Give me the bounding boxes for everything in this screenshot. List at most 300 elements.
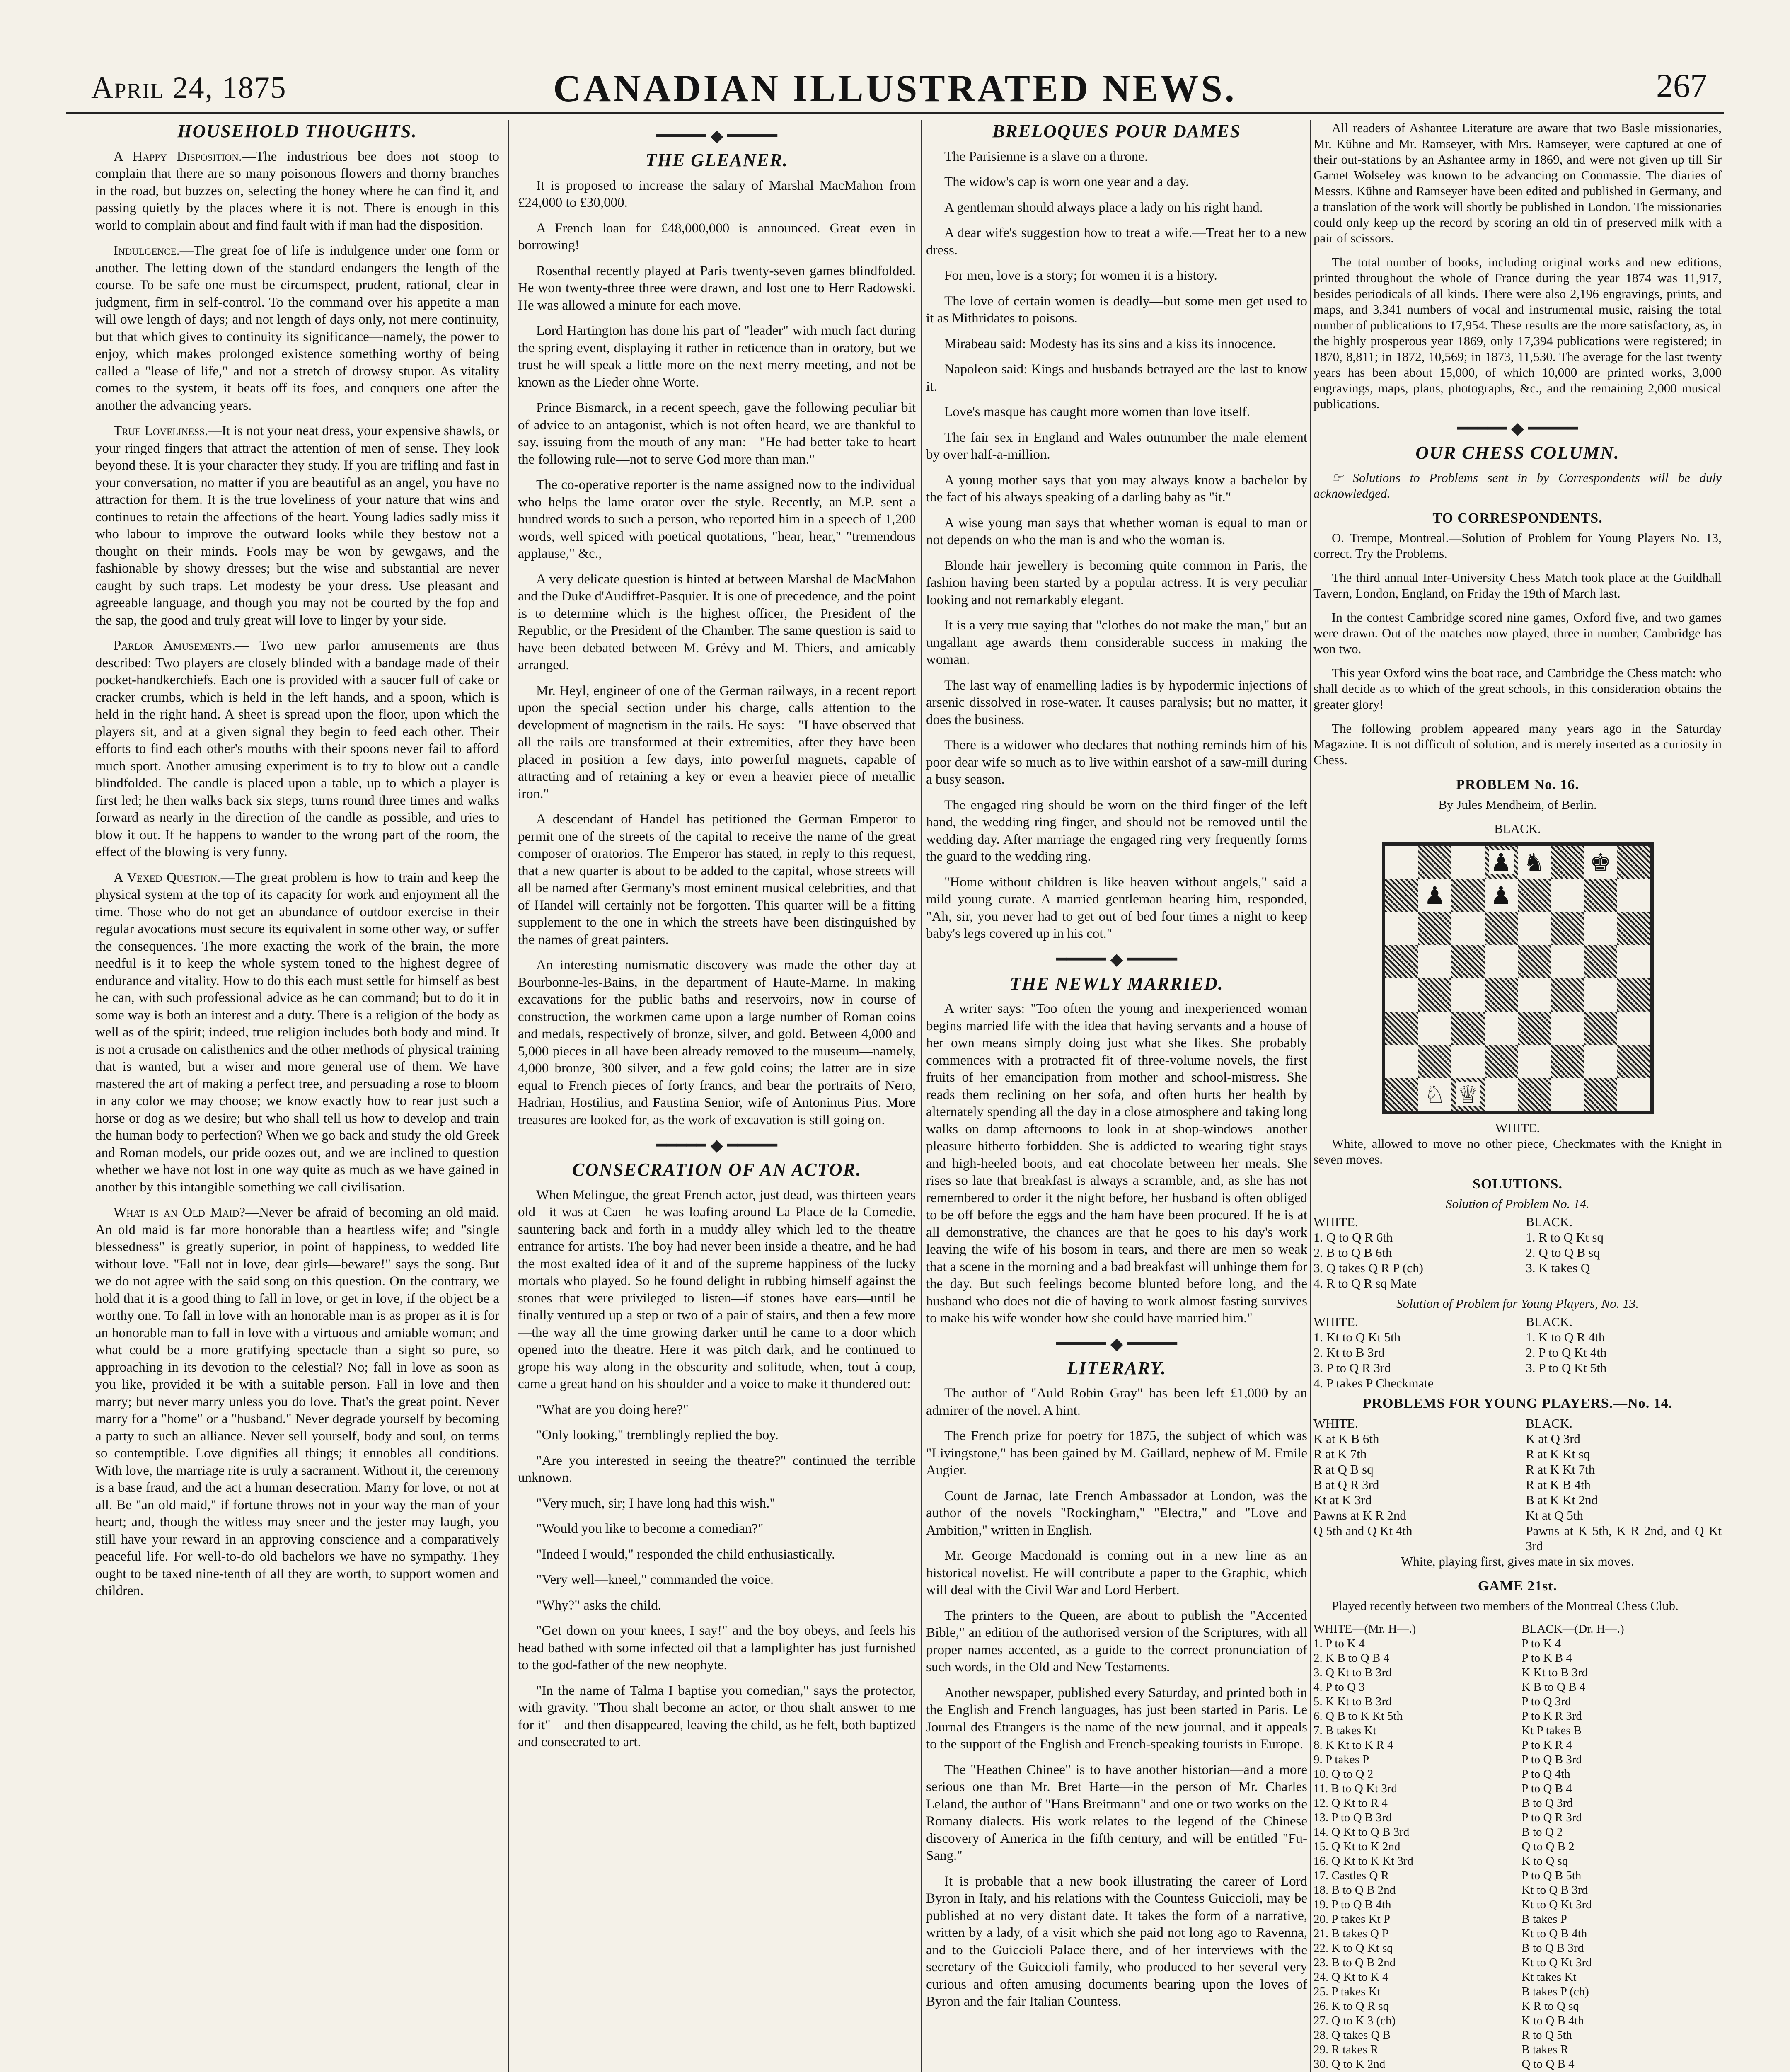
white-move: 5. K Kt to B 3rd	[1313, 1695, 1392, 1708]
black-move: P to K R 3rd	[1522, 1709, 1582, 1723]
board-square	[1617, 846, 1650, 879]
breloque-item: The widow's cap is worn one year and a day.	[944, 174, 1189, 189]
actor-paragraph: "Get down on your knees, I say!" and the boy obeys, and feels his head bathed with some infected oil that a lamplighter has just furnished to the god-father of the new neophyte.	[518, 1623, 916, 1673]
board-square	[1518, 1045, 1551, 1078]
black-move: 1. K to Q R 4th	[1526, 1330, 1605, 1344]
paragraph-lead: Indulgence.	[114, 243, 180, 258]
solution-14-heading: Solution of Problem No. 14.	[1446, 1196, 1589, 1211]
white-move: 23. B to Q B 2nd	[1313, 1956, 1396, 1969]
black-move: Kt to Q B 4th	[1522, 1927, 1587, 1940]
black-move: B takes R	[1522, 2043, 1569, 2056]
board-square	[1584, 1045, 1617, 1078]
gleaner-item: It is proposed to increase the salary of Marshal MacMahon from £24,000 to £30,000.	[518, 178, 916, 210]
column-3	[926, 120, 1307, 2072]
young-players-table	[1313, 1416, 1722, 1554]
chess-board	[1382, 842, 1654, 1114]
problem-title: PROBLEM No. 16.	[1456, 777, 1579, 792]
section-divider: ━━━━━ ◆ ━━━━━	[1056, 949, 1177, 968]
white-move: 22. K to Q Kt sq	[1313, 1941, 1393, 1955]
white-move: 28. Q takes Q B	[1313, 2028, 1391, 2042]
chess-piece-icon: ♟	[1489, 884, 1514, 908]
white-move: 21. B takes Q P	[1313, 1927, 1389, 1940]
literary-item: Count de Jarnac, late French Ambassador at London, was the author of the novels "Rockingham," "Electra," and "Love and Ambition," written in English.	[926, 1488, 1307, 1538]
board-square	[1617, 978, 1650, 1012]
breloque-item: The fair sex in England and Wales outnumber the male element by over half-a-million.	[926, 430, 1307, 462]
breloque-item: Blonde hair jewellery is becoming quite common in Paris, the fashion having been started by a popular actress. It is very peculiar looking and not remarkably elegant.	[926, 558, 1307, 608]
problem-author: By Jules Mendheim, of Berlin.	[1438, 797, 1597, 812]
column-rule	[921, 120, 922, 2072]
board-square	[1451, 1012, 1485, 1045]
solutions-heading: SOLUTIONS.	[1473, 1176, 1563, 1192]
chess-piece-icon: ♘	[1422, 1082, 1447, 1106]
breloques-body	[926, 148, 1307, 943]
white-move: WHITE.	[1313, 1215, 1358, 1229]
black-move: B takes P	[1522, 1912, 1567, 1926]
black-move: K Kt to B 3rd	[1522, 1666, 1588, 1679]
breloque-item: It is a very true saying that "clothes do not make the man," but an ungallant age awards them considerable success in making the woman.	[926, 618, 1307, 667]
newspaper-title: CANADIAN ILLUSTRATED NEWS.	[553, 67, 1237, 109]
black-move: K to Q B 4th	[1522, 2014, 1584, 2027]
paragraph-lead: A Happy Disposition.	[114, 149, 242, 164]
board-square	[1518, 879, 1551, 912]
board-square	[1584, 879, 1617, 912]
section-divider: ━━━━━ ◆ ━━━━━	[1457, 419, 1578, 438]
board-square	[1551, 846, 1584, 879]
black-move: R at K B 4th	[1526, 1477, 1591, 1492]
paragraph-lead: What is an Old Maid?	[114, 1205, 246, 1220]
household-paragraph	[95, 423, 499, 629]
paragraph-text: —It is not your neat dress, your expensive shawls, or your ringed fingers that attract the attention of men of sense. They look beyond these. It is your character they study. If you are trifling and fast in your conversation, no matter if you are beautiful as an angel, you have no attraction for them. It is the true loveliness of your nature that wins and continues to retain the affections of the heart. Young ladies sadly miss it who labour to improve the outward looks while they bestow not a thought on their minds. Fools may be won by gewgaws, and the fashionable by showy dresses; but the wise and substantial are never caught by such traps. Let modesty be your dress. Use pleasant and agreeable language, and though you may not be courted by the fop and the sap, the good and truly great will love to linger by your side.	[95, 424, 499, 628]
white-move: Pawns at K R 2nd	[1313, 1508, 1406, 1523]
white-move: 20. P takes Kt P	[1313, 1912, 1391, 1926]
board-square	[1385, 1045, 1418, 1078]
chess-piece-icon: ♟	[1422, 884, 1447, 908]
white-move: 18. B to Q B 2nd	[1313, 1883, 1396, 1897]
white-move: R at Q B sq	[1313, 1462, 1374, 1477]
chess-piece-icon: ♚	[1588, 850, 1613, 874]
board-square	[1418, 1012, 1451, 1045]
paragraph-text: —The great foe of life is indulgence under one form or another. The letting down of the standard endangers the length of the course. To be safe one must be circumspect, prudent, rational, clear in judgment, firm in self-control. To the command over his appetite a man will owe length of days; and not length of days only, not mere continuity, but that which gives to continuity its significance—namely, the power to enjoy, which makes prolonged existence something worthy of being called a "lease of life," and not a stretch of drowsy stupor. As vitality comes to the system, it beats off its foes, and conquers one after the another the advancing years.	[95, 243, 499, 413]
chess-match-paragraph: This year Oxford wins the boat race, and Cambridge the Chess match: who shall decide as to which of the great schools, in this consideration obtains the greater glory!	[1313, 666, 1722, 712]
white-move: 11. B to Q Kt 3rd	[1313, 1782, 1397, 1795]
actor-paragraph: "What are you doing here?"	[536, 1402, 689, 1417]
board-square	[1451, 912, 1485, 945]
white-move: 4. P to Q 3	[1313, 1680, 1365, 1694]
issue-date: April 24, 1875	[91, 71, 287, 105]
breloque-item: "Home without children is like heaven without angels," said a mild young curate. A married gentleman hearing him, responded, "Ah, sir, you never had to get out of bed four times a night to keep baby's legs covered up in his cot."	[926, 874, 1307, 941]
white-move: 30. Q to K 2nd	[1313, 2057, 1386, 2071]
column-rule	[508, 120, 509, 2072]
literary-item: Another newspaper, published every Saturday, and printed both in the English and French languages, has just been started in Paris. Le Journal des Etrangers is the name of the new journal, and it appeals to the support of the English and French-speaking tourists in Europe.	[926, 1685, 1307, 1752]
board-square	[1551, 978, 1584, 1012]
white-move: 3. P to Q R 3rd	[1313, 1360, 1391, 1375]
black-move: B to Q B 3rd	[1522, 1941, 1584, 1955]
board-square	[1451, 879, 1485, 912]
board-square	[1485, 912, 1518, 945]
gleaner-item: The co-operative reporter is the name assigned now to the individual who helps the lame orator over the style. Recently, an M.P. sent a hundred words to such a person, who reported him in a speech of 1,200 words, well spiced with poetical quotations, "hear, hear," "tremendous applause," &c.,	[518, 477, 916, 561]
board-square	[1551, 1045, 1584, 1078]
black-move: B takes P (ch)	[1522, 1985, 1589, 1998]
solution-row	[1313, 1214, 1722, 1230]
board-square	[1385, 879, 1418, 912]
black-move: Kt to Q B 3rd	[1522, 1883, 1588, 1897]
black-move: 1. R to Q Kt sq	[1526, 1230, 1604, 1244]
white-move: Q 5th and Q Kt 4th	[1313, 1523, 1413, 1538]
black-move: B to Q 3rd	[1522, 1796, 1573, 1810]
board-square	[1617, 1078, 1650, 1111]
white-move: 3. Q Kt to B 3rd	[1313, 1666, 1392, 1679]
paragraph-text: — Two new parlor amusements are thus described: Two players are closely blinded with a bandage made of their pocket-handkerchiefs. Each one is provided with a saucer full of cake or cracker crumbs, which is held in the left hands, and a spoon, which is held in the right hand. A sheet is spread upon the floor, upon which the players sit, and at a given signal they begin to feed each other. Their efforts to find each other's mouths with their spoons never fail to afford much sport. Another amusing experiment is to try to blow out a candle blindfolded. The candle is placed upon a table, up to which a player is first led; he then walks back six steps, turns round three times and walks forward as nearly in the direction of the candle as possible, and tries to blow it out. If he happens to wander to the wrong part of the room, the effect of the blowing is very funny.	[95, 638, 499, 859]
position-row	[1313, 1523, 1722, 1554]
black-move: P to Q B 3rd	[1522, 1753, 1582, 1766]
black-move: 3. K takes Q	[1526, 1261, 1590, 1275]
breloque-item: Napoleon said: Kings and husbands betrayed are the last to know it.	[926, 362, 1307, 394]
gleaner-body	[518, 177, 916, 1129]
literary-item: Mr. George Macdonald is coming out in a new line as an historical novelist. He will contribute a paper to the Graphic, which will deal with the Civil War and Lord Herbert.	[926, 1548, 1307, 1598]
solution-13-heading: Solution of Problem for Young Players, No. 13.	[1396, 1296, 1639, 1311]
gleaner-item: Rosenthal recently played at Paris twenty-seven games blindfolded. He won twenty-three three were drawn, and lost one to Herr Radowski. He was allowed a minute for each move.	[518, 263, 916, 313]
solution-row	[1313, 1230, 1722, 1245]
black-move: K B to Q B 4	[1522, 1680, 1586, 1694]
position-row	[1313, 1416, 1722, 1431]
black-move: R to Q 5th	[1522, 2028, 1572, 2042]
board-square	[1617, 1012, 1650, 1045]
white-move: 1. Kt to Q Kt 5th	[1313, 1330, 1401, 1344]
household-paragraph	[95, 148, 499, 235]
literary-item: The French prize for poetry for 1875, the subject of which was "Livingstone," has been gained by M. Gaillard, nephew of M. Emile Augier.	[926, 1428, 1307, 1478]
gleaner-item: An interesting numismatic discovery was made the other day at Bourbonne-les-Bains, in the department of Haute-Marne. In making excavations for the public baths and reservoirs, now in course of construction, the workmen came upon a large number of Roman coins and medals, respectively of bronze, silver, and gold. Between 4,000 and 5,000 pieces in all have been already removed to the museum—namely, 4,000 bronze, 300 silver, and a few gold coins; the latter are in size equal to French pieces of forty francs, and bear the portraits of Nero, Hadrian, Hostilius, and Faustina Senior, wife of Antoninus Pius. More treasures are looked for, as the work of excavation is still going on.	[518, 958, 916, 1128]
breloque-item: The last way of enamelling ladies is by hypodermic injections of arsenic dissolved in rose-water. It causes paralysis; but no matter, it does the business.	[926, 678, 1307, 727]
black-move: P to K R 4	[1522, 1738, 1572, 1752]
board-square	[1418, 978, 1451, 1012]
breloque-item: A dear wife's suggestion how to treat a wife.—Treat her to a new dress.	[926, 225, 1307, 258]
black-move: BLACK.	[1526, 1215, 1573, 1229]
paragraph-lead: True Loveliness.	[114, 424, 208, 438]
position-row	[1313, 1492, 1722, 1508]
game-white-header: WHITE—(Mr. H—.)	[1313, 1622, 1416, 1636]
white-move: 1. P to K 4	[1313, 1637, 1365, 1650]
board-square	[1485, 1045, 1518, 1078]
board-square	[1584, 945, 1617, 978]
black-move: P to Q 4th	[1522, 1767, 1570, 1781]
board-square	[1451, 1078, 1485, 1111]
column-4-paragraph: The total number of books, including original works and new editions, printed throughout the whole of France during the year 1874 was 11,917, besides periodicals of all kinds. There were also 2,196 engravings, prints, and maps, and 3,341 numbers of vocal and instrumental music, raising the total number of publications to 17,954. These results are the more satisfactory, as, in the highly prosperous year 1869, only 17,394 publications were registered; in 1870, 8,811; in 1872, 10,569; in 1873, 11,530. The average for the last twenty years has been about 15,000, of which 10,000 are printed works, 3,000 engravings, maps, plans, photographs, &c., and the remaining 2,000 musical publications.	[1313, 255, 1722, 411]
breloque-item: There is a widower who declares that nothing reminds him of his poor dear wife so much as to live within earshot of a saw-mill during a busy season.	[926, 738, 1307, 787]
white-move: 16. Q Kt to K Kt 3rd	[1313, 1854, 1413, 1868]
actor-paragraph: When Melingue, the great French actor, just dead, was thirteen years old—it was at Caen—he was loafing around La Place de la Comedie, sauntering back and forth in a muddy alley which led to the theatre entrance for artists. The boy had never been inside a theatre, and he had the most exalted idea of it and of the supreme happiness of the lucky mortals who played. So he found delight in rubbing himself against the stones that were privileged to listen—if stones have ears—until he finally ventured up a step or two of a pair of stairs, and then a few more—the way all the time growing darker until he came to a door which opened into the theatre. Here it was pitch dark, and he continued to grope his way along in the obscurity and solitude, when, tout à coup, came a great hand on his shoulder and a voice to make it thundered out:	[518, 1187, 916, 1392]
white-move: WHITE.	[1313, 1314, 1358, 1329]
white-move: 3. Q takes Q R P (ch)	[1313, 1261, 1423, 1275]
actor-body	[518, 1187, 916, 1751]
literary-item: The author of "Auld Robin Gray" has been left £1,000 by an admirer of the novel. A hint.	[926, 1386, 1307, 1418]
breloques-heading: BRELOQUES POUR DAMES	[992, 121, 1241, 141]
board-square	[1617, 945, 1650, 978]
board-square	[1385, 1078, 1418, 1111]
actor-paragraph: "Would you like to become a comedian?"	[536, 1521, 764, 1536]
board-square	[1518, 978, 1551, 1012]
household-paragraph	[95, 1204, 499, 1600]
gleaner-item: A descendant of Handel has petitioned the German Emperor to permit one of the streets of the capital to receive the name of the great composer of oratorios. The Emperor has stated, in reply to this request, that a new quarter is about to be added to the capital, whose streets will all be named after Germany's most eminent musical celebrities, and that of Handel will certainly not be forgotten. This quarter will be a fitting supplement to the one in which the streets have been distinguished by the names of great painters.	[518, 812, 916, 947]
game-column-headers	[1313, 1622, 1722, 1636]
chess-match-paragraph: In the contest Cambridge scored nine games, Oxford five, and two games were drawn. Out of the matches now played, three in number, Cambridge has won two.	[1313, 610, 1722, 656]
black-move: K at Q 3rd	[1526, 1431, 1580, 1446]
breloque-item: For men, love is a story; for women it is a history.	[944, 268, 1217, 283]
board-square	[1584, 978, 1617, 1012]
young-players-heading: PROBLEMS FOR YOUNG PLAYERS.—No. 14.	[1362, 1396, 1673, 1411]
white-move: K at K B 6th	[1313, 1431, 1379, 1446]
white-move: 2. K B to Q B 4	[1313, 1651, 1389, 1665]
board-square	[1617, 1045, 1650, 1078]
white-move: Kt at K 3rd	[1313, 1492, 1372, 1507]
solution-14-table	[1313, 1214, 1722, 1291]
board-square	[1518, 945, 1551, 978]
board-square	[1485, 1078, 1518, 1111]
actor-paragraph: "Indeed I would," responded the child enthusiastically.	[536, 1547, 835, 1562]
black-move: Q to Q B 4	[1522, 2057, 1575, 2071]
white-move: 26. K to Q R sq	[1313, 1999, 1389, 2013]
paragraph-lead: A Vexed Question.	[114, 870, 221, 885]
black-move: K to Q sq	[1522, 1854, 1568, 1868]
black-move: Kt at Q 5th	[1526, 1508, 1583, 1523]
black-move: Pawns at K 5th, K R 2nd, and Q Kt 3rd	[1526, 1523, 1722, 1553]
solution-13-table	[1313, 1314, 1722, 1391]
board-square	[1385, 945, 1418, 978]
breloque-item: The love of certain women is deadly—but some men get used to it as Mithridates to poisons.	[926, 293, 1307, 326]
black-move: P to K B 4	[1522, 1651, 1572, 1665]
board-square	[1451, 846, 1485, 879]
breloque-item: Love's masque has caught more women than love itself.	[944, 404, 1251, 419]
board-square	[1385, 978, 1418, 1012]
gleaner-item: Mr. Heyl, engineer of one of the German railways, in a recent report upon the special section under his charge, calls attention to the development of magnetism in the rails. He says:—"I have observed that all the rails are transformed at their extremities, after they have been placed in position a few days, into powerful magnets, capable of attracting and of retaining a key or even a heavier piece of metallic iron."	[518, 683, 916, 801]
board-square	[1451, 945, 1485, 978]
white-move: B at Q R 3rd	[1313, 1477, 1379, 1492]
white-move: 27. Q to K 3 (ch)	[1313, 2014, 1396, 2027]
breloque-item: A young mother says that you may always know a bachelor by the fact of his always speaking of a darling baby as "it."	[926, 472, 1307, 505]
black-move: 3. P to Q Kt 5th	[1526, 1360, 1607, 1375]
board-square	[1617, 879, 1650, 912]
white-move: 15. Q Kt to K 2nd	[1313, 1840, 1401, 1853]
board-square	[1485, 945, 1518, 978]
literary-heading: LITERARY.	[1067, 1358, 1167, 1378]
black-move: P to Q R 3rd	[1522, 1811, 1582, 1824]
gleaner-item: Prince Bismarck, in a recent speech, gave the following peculiar bit of advice to an antagonist, which is not often heard, we are thankful to say, issuing from the mouth of any man:—"He had better take to heart the following rule—not to serve God more than man."	[518, 400, 916, 467]
black-move: P to Q B 5th	[1522, 1869, 1582, 1882]
board-square	[1551, 912, 1584, 945]
literary-body	[926, 1385, 1307, 2011]
board-square	[1485, 846, 1518, 879]
black-move: Kt to Q Kt 3rd	[1522, 1898, 1592, 1911]
black-move: P to K 4	[1522, 1637, 1561, 1650]
board-square	[1385, 912, 1418, 945]
board-square	[1485, 978, 1518, 1012]
masthead	[66, 50, 1724, 114]
white-move: 8. K Kt to K R 4	[1313, 1738, 1393, 1752]
position-row	[1313, 1431, 1722, 1446]
black-move: 2. P to Q Kt 4th	[1526, 1345, 1607, 1360]
white-move: 17. Castles Q R	[1313, 1869, 1389, 1882]
black-move: BLACK.	[1526, 1416, 1573, 1431]
board-square	[1551, 945, 1584, 978]
column-2	[518, 120, 916, 2072]
white-move: R at K 7th	[1313, 1446, 1367, 1461]
board-square	[1385, 846, 1418, 879]
literary-item: The printers to the Queen, are about to publish the "Accented Bible," an edition of the authorised version of the Scriptures, with all proper names accented, as a guide to the correct pronunciation of such words, in the Old and New Testaments.	[926, 1608, 1307, 1675]
page-number: 267	[1656, 67, 1707, 104]
white-move: 7. B takes Kt	[1313, 1724, 1376, 1737]
household-thoughts-body	[95, 148, 499, 1600]
black-move: K R to Q sq	[1522, 1999, 1579, 2013]
white-move: 25. P takes Kt	[1313, 1985, 1381, 1998]
position-row	[1313, 1462, 1722, 1477]
white-move: 2. B to Q B 6th	[1313, 1245, 1392, 1260]
white-move: 4. P takes P Checkmate	[1313, 1376, 1434, 1390]
board-square	[1584, 912, 1617, 945]
white-move: 6. Q B to K Kt 5th	[1313, 1709, 1403, 1723]
game-black-header: BLACK—(Dr. H—.)	[1522, 1622, 1624, 1636]
position-row	[1313, 1446, 1722, 1462]
household-paragraph	[95, 242, 499, 414]
board-square	[1551, 1078, 1584, 1111]
black-move	[1526, 1375, 1722, 1391]
household-thoughts-heading: HOUSEHOLD THOUGHTS.	[177, 121, 417, 141]
solution-row	[1313, 1260, 1722, 1276]
white-move: 1. Q to Q R 6th	[1313, 1230, 1393, 1244]
solution-row	[1313, 1276, 1722, 1291]
chess-piece-icon: ♕	[1456, 1082, 1480, 1106]
board-square	[1584, 1078, 1617, 1111]
board-square	[1518, 1012, 1551, 1045]
board-square	[1418, 1045, 1451, 1078]
black-move: R at K Kt sq	[1526, 1446, 1590, 1461]
gleaner-item: A French loan for £48,000,000 is announced. Great even in borrowing!	[518, 220, 916, 253]
board-square	[1418, 846, 1451, 879]
black-move: R at K Kt 7th	[1526, 1462, 1595, 1477]
board-square	[1418, 879, 1451, 912]
literary-item: It is probable that a new book illustrating the career of Lord Byron in Italy, and his relations with the Countess Guiccioli, may be published at no very distant date. It takes the form of a narrative, written by a lady, of a visit which she paid not long ago to Ravenna, and to the Guiccioli Palace there, and of her interviews with the secretary of the Guiccioli family, who produced to her several very curious and often amusing documents bearing upon the loves of Byron and the fair Italian Countess.	[926, 1874, 1307, 2009]
section-divider: ━━━━━ ◆ ━━━━━	[656, 1136, 777, 1155]
chess-match-report	[1313, 570, 1722, 712]
column-rule	[1310, 120, 1311, 2072]
black-move: Q to Q B 2	[1522, 1840, 1575, 1853]
white-moves	[1313, 1636, 1514, 2072]
position-row	[1313, 1508, 1722, 1523]
actor-paragraph: "Very well—kneel," commanded the voice.	[536, 1572, 774, 1587]
board-square	[1418, 945, 1451, 978]
gleaner-heading: THE GLEANER.	[645, 150, 789, 170]
column-4	[1313, 120, 1722, 2072]
solution-row	[1313, 1245, 1722, 1260]
column-1	[95, 120, 499, 2072]
game-moves	[1313, 1636, 1722, 2072]
breloque-item: A gentleman should always place a lady on his right hand.	[944, 200, 1263, 215]
white-move: 4. R to Q R sq Mate	[1313, 1276, 1417, 1290]
white-move: 13. P to Q B 3rd	[1313, 1811, 1392, 1824]
paragraph-text: —The great problem is how to train and keep the physical system at the top of its capacity for work and enjoyment all the time. Those who do not get an abundance of outdoor exercise in their regular avocations must secure its equivalent in some other way, or suffer the consequences. The more exacting the work of the brain, the more needful is it to keep the whole system toned to the highest degree of endurance and vitality. How to do this each must settle for himself as best he can, with such professional advice as he can command; but to do it in some way is both an interest and a duty. There is a religion of the body as well as of the spirit; indeed, true religion includes both body and mind. It is not a crusade on calisthenics and the other methods of physical training that is wanted, but a wiser and more general use of them. We have mastered the art of making a perfect tree, and persuading a rose to bloom in any color we may choose; we know exactly how to rear just such a horse or dog as we desire; but who shall tell us how to develop and train the human body to perfection? When we go back and study the old Greek and Roman models, our pride oozes out, and we are inclined to question whether we have not lost in one way quite as much as we have gained in another by this intangible something we call civilisation.	[95, 870, 499, 1195]
breloque-item: Mirabeau said: Modesty has its sins and a kiss its innocence.	[944, 336, 1276, 351]
chess-column-heading: OUR CHESS COLUMN.	[1415, 443, 1620, 463]
gleaner-item: A very delicate question is hinted at between Marshal de MacMahon and the Duke d'Audiffret-Pasquier. It is one of precedence, and the point is to determine which is the highest officer, the President of the Republic, or the President of the Chamber. The same question is said to have been debated between M. Grévy and M. Thiers, and amicably arranged.	[518, 571, 916, 673]
white-move: 10. Q to Q 2	[1313, 1767, 1374, 1781]
game-heading: GAME 21st.	[1478, 1578, 1558, 1594]
board-square	[1551, 1012, 1584, 1045]
paragraph-text: —Never be afraid of becoming an old maid. An old maid is far more honorable than a heartless wife; and "single blessedness" is greatly superior, in point of happiness, to wedded life without love. "Fall not in love, dear girls—beware!" says the song. But we do not agree with the said song on this question. On the contrary, we hold that it is a good thing to fall in love, or get in love, if the object be a worthy one. To fall in love with an honorable man is as proper as it is for an honorable man to fall in love with a virtuous and amiable woman; and what could be a more gratifying spectacle than a sight so pure, so approaching in its devotion to the celestial? No; fall in love as soon as you like, provided it be with a suitable person. Fall in love and then marry; but never marry unless you do love. That's the great point. Never marry for a "home" or a "husband." Never degrade yourself by becoming a party to such an alliance. Never sell yourself, body and soul, on terms so contemptible. Love dignifies all things; it ennobles all conditions. With love, the marriage rite is truly a sacrament. Without it, the ceremony is a base fraud, and the act a human desecration. Marry for love, or not at all. Be "an old maid," if fortune throws not in your way the man of your heart; and, though the witless may sneer and the jester may laugh, you still have your reward in an approving conscience and a comparatively peaceful life. For well-to-do old bachelors we have no sympathy. They ought to be taxed nine-tenth of all they are worth, to support women and children.	[95, 1205, 499, 1598]
actor-paragraph: "Why?" asks the child.	[536, 1598, 661, 1613]
breloque-item: The engaged ring should be worn on the third finger of the left hand, the wedding ring finger, and should not be removed until the wedding day. After marriage the engaged ring very frequently forms the guard to the wedding ring.	[926, 797, 1307, 864]
breloque-item: A wise young man says that whether woman is equal to man or not depends on who the man is and who the woman is.	[926, 515, 1307, 547]
actor-paragraph: "Are you interested in seeing the theatre?" continued the terrible unknown.	[518, 1453, 916, 1485]
board-square	[1518, 912, 1551, 945]
actor-heading: CONSECRATION OF AN ACTOR.	[572, 1159, 861, 1180]
newly-married-heading: THE NEWLY MARRIED.	[1010, 973, 1224, 994]
board-square	[1518, 846, 1551, 879]
solution-row	[1313, 1375, 1722, 1391]
board-square	[1485, 1012, 1518, 1045]
board-square	[1451, 1045, 1485, 1078]
gleaner-item: Lord Hartington has done his part of "leader" with much fact during the spring event, displaying it rather in reticence than in oratory, but we trust he will speak a little more on the next merry meeting, and not be known as the Lieder ohne Worte.	[518, 323, 916, 390]
board-square	[1418, 912, 1451, 945]
black-move: Kt P takes B	[1522, 1724, 1582, 1737]
solution-row	[1313, 1345, 1722, 1360]
white-move: WHITE.	[1313, 1416, 1358, 1431]
household-paragraph	[95, 637, 499, 861]
column-4-intro	[1313, 120, 1722, 412]
black-move: Kt takes Kt	[1522, 1970, 1577, 1984]
board-square	[1385, 1012, 1418, 1045]
white-move: 12. Q Kt to R 4	[1313, 1796, 1388, 1810]
actor-paragraph: "In the name of Talma I baptise you comedian," says the protector, with gravity. "Thou shalt become an actor, or thou shalt answer to me for it"—and then disappeared, leaving the child, as he felt, both baptized and consecrated to art.	[518, 1683, 916, 1750]
newly-married-paragraph: A writer says: "Too often the young and inexperienced woman begins married life with the idea that having servants and a house of her own means simply doing just what she likes. She probably commences with a protracted fit of three-volume novels, the first fruits of her emancipation from mother and school-mistress. She reads them reclining on her sofa, and often hurts her health by alternately spending all the day in a close atmosphere and taking long walks on damp afternoons to look in at shop-windows—another pleasure hitherto forbidden. She is addicted to wearing tight stays and high-heeled boots, and eat chocolate between her meals. She rises so late that breakfast is always a scramble, and, as she has not remembered to order it the night before, her husband is often obliged to be off before the eggs and the ham have been procured. If he is at all demonstrative, the chances are that he goes to his day's work leaving the wife of his bosom in tears, and there are men so weak that a scene in the morning and a bad breakfast will unhinge them for the day. But such feelings become blunted before long, and the husband who does not die of having to work almost fasting survives to make his wife wonder how she could have married him."	[926, 1001, 1307, 1326]
black-move: 2. Q to Q B sq	[1526, 1245, 1600, 1260]
paragraph-text: —The industrious bee does not stoop to complain that there are so many poisonous flowers and thorny branches in the road, but buzzes on, selecting the honey where he can find it, and passing quietly by the places where it is not. There is enough in this world to complain about and find fault with if man had the disposition.	[95, 149, 499, 233]
solution-row	[1313, 1360, 1722, 1375]
actor-paragraph: "Only looking," tremblingly replied the boy.	[536, 1428, 779, 1443]
white-label: WHITE.	[1495, 1120, 1540, 1135]
position-row	[1313, 1477, 1722, 1492]
newly-married-body	[926, 1000, 1307, 1327]
chess-piece-icon: ♟	[1489, 850, 1514, 874]
actor-paragraph: "Very much, sir; I have long had this wish."	[536, 1496, 775, 1511]
breloque-item: The Parisienne is a slave on a throne.	[944, 149, 1148, 164]
section-divider: ━━━━━ ◆ ━━━━━	[1056, 1334, 1177, 1353]
solution-row	[1313, 1329, 1722, 1345]
column-4-paragraph: All readers of Ashantee Literature are aware that two Basle missionaries, Mr. Kühne and Mr. Ramseyer, with Mrs. Ramseyer, were captured at one of their out-stations by an Ashantee army in 1869, and were not given up till Sir Garnet Wolseley was known to be advancing on Coomassie. The diaries of Messrs. Kühne and Ramseyer have been edited and published in Germany, and a translation of the work will shortly be published in London. The missionaries could only keep up the record by scoring an old tin of preserved milk with a pair of scissors.	[1313, 121, 1722, 245]
correspondents-text: O. Trempe, Montreal.—Solution of Problem for Young Players No. 13, correct. Try the Problems.	[1313, 530, 1722, 561]
game-intro: Played recently between two members of the Montreal Chess Club.	[1332, 1598, 1679, 1613]
white-move: 29. R takes R	[1313, 2043, 1379, 2056]
board-square	[1617, 912, 1650, 945]
board-square	[1518, 1078, 1551, 1111]
board-square	[1584, 846, 1617, 879]
black-move	[1526, 1276, 1722, 1291]
household-paragraph	[95, 869, 499, 1196]
section-divider: ━━━━━ ◆ ━━━━━	[656, 126, 777, 145]
problem-caption: White, allowed to move no other piece, Checkmates with the Knight in seven moves.	[1313, 1136, 1722, 1167]
literary-item: The "Heathen Chinee" is to have another historian—and a more serious one than Mr. Bret Harte—in the person of Mr. Charles Leland, the author of "Hans Breitmann" and one or two works on the Romany dialects. His work relates to the legend of the Chinese discovery of America in the fifth century, and will be entitled "Fu-Sang."	[926, 1762, 1307, 1863]
white-move: 2. Kt to B 3rd	[1313, 1345, 1385, 1360]
black-move: P to Q 3rd	[1522, 1695, 1571, 1708]
black-move: P to Q B 4	[1522, 1782, 1572, 1795]
board-square	[1418, 1078, 1451, 1111]
black-move: B to Q 2	[1522, 1825, 1563, 1839]
black-move: Kt to Q Kt 3rd	[1522, 1956, 1592, 1969]
white-move: 24. Q Kt to K 4	[1313, 1970, 1388, 1984]
chess-match-paragraph: The third annual Inter-University Chess Match took place at the Guildhall Tavern, London, England, on Friday the 19th of March last.	[1313, 570, 1722, 600]
correspondents-heading: TO CORRESPONDENTS.	[1432, 510, 1603, 526]
paragraph-lead: Parlor Amusements.	[114, 638, 236, 653]
white-move: 19. P to Q B 4th	[1313, 1898, 1391, 1911]
board-square	[1485, 879, 1518, 912]
young-players-caption: White, playing first, gives mate in six moves.	[1401, 1554, 1635, 1569]
